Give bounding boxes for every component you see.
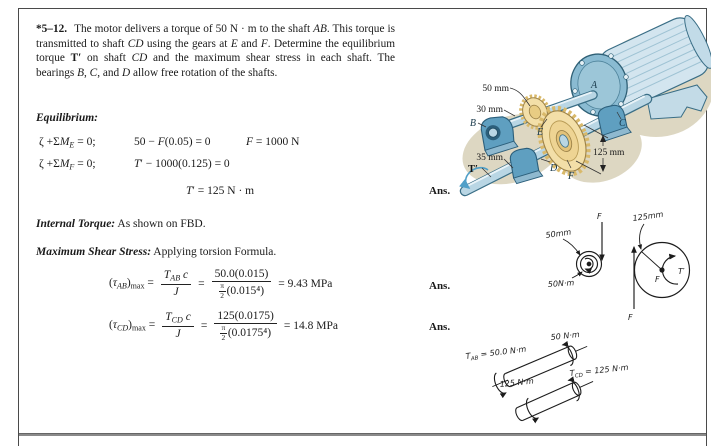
fbd-dim-50mm: 50mm	[545, 227, 572, 240]
answer-label: Ans.	[429, 185, 451, 197]
fbd-label-50nm: 50 N·m	[550, 330, 581, 342]
label-torque-t: T′	[468, 164, 478, 175]
fbd-label-tab: $T_{AB} = 50.0$ N·m	[465, 344, 527, 363]
fbd-label-125nm: 125 N·m	[499, 376, 535, 389]
answer-label: Ans.	[429, 280, 451, 292]
fbd-force-label-left: F	[628, 313, 633, 322]
fbd-label-tcd: $T_{CD} = 125$ N·m	[569, 362, 629, 380]
torsion-fraction-symbolic: $\frac{T_{AB} c}{J}$	[161, 268, 191, 299]
torsion-fraction-symbolic: $\frac{T_{CD} c}{J}$	[162, 310, 194, 341]
problem-statement	[36, 22, 395, 80]
label-point-b: B	[469, 118, 476, 129]
shear-stress-eq-ab: $(\tau_{AB})_{max}$ = $\frac{T_{AB} c}{J}$ = 50.0(0.015) π 2 (0.015⁴) = 9.43 MPa	[109, 268, 333, 300]
label-point-a: A	[591, 80, 598, 91]
equilibrium-heading: Equilibrium:	[36, 112, 98, 124]
dim-gear-e: 50 mm	[482, 84, 509, 94]
torsion-fraction-numeric: 50.0(0.015) π 2 (0.015⁴)	[212, 267, 272, 301]
dim-shaft-ab: 30 mm	[476, 105, 503, 115]
pi-over-two: π 2	[221, 323, 226, 342]
moment-lhs: $\zeta +\Sigma M_F = 0$;	[39, 158, 96, 172]
fbd-center-label: F	[655, 275, 660, 284]
label-point-d: D	[550, 163, 558, 174]
fbd-moment-50nm: 50N·m	[547, 278, 575, 289]
torque-result: T′ = 125 N · m	[186, 185, 255, 197]
shear-stress-eq-cd: $(\tau_{CD})_{max}$ = $\frac{T_{CD} c}{J}$ = 125(0.0175) π 2 (0.0175⁴) = 14.8 MPa	[109, 310, 338, 342]
tau-lhs: $(\tau_{AB})_{max}$ =	[109, 277, 154, 291]
tau-result: = 9.43 MPa	[278, 277, 333, 290]
answer-label: Ans.	[429, 321, 451, 333]
tau-lhs: $(\tau_{CD})_{max}$ =	[109, 319, 156, 333]
section-divider	[19, 433, 706, 436]
fbd-torque-arc	[662, 256, 678, 284]
tau-result: = 14.8 MPa	[283, 319, 338, 332]
moment-expr: 50 − F(0.05) = 0	[134, 136, 211, 148]
fbd-dim-125mm: 125mm	[632, 209, 664, 223]
gear-fbd-sketch	[536, 208, 711, 326]
fbd-torque-label: T′	[678, 267, 685, 276]
dim-gear-f: 125 mm	[593, 148, 625, 158]
moment-lhs: $\zeta +\Sigma M_E = 0$;	[39, 136, 96, 150]
dim-shaft-cd: 35 mm	[476, 153, 503, 163]
label-point-c: C	[619, 118, 626, 129]
internal-torque-line: Internal Torque: As shown on FBD.	[36, 218, 206, 230]
problem-number: *5–12.	[36, 23, 68, 35]
moment-result: F = 1000 N	[246, 136, 300, 148]
fbd-force-label-top: F	[597, 212, 602, 221]
label-point-f: F	[568, 171, 575, 182]
motor-assembly-figure	[451, 11, 711, 209]
solution-sheet	[18, 8, 707, 446]
max-shear-line: Maximum Shear Stress: Applying torsion Formula.	[36, 246, 277, 258]
problem-text: The motor delivers a torque of 50 N · m to the shaft AB. This torque is transmitted to shaft CD using the gears at E and F. Determine the equilibrium torque T′ on shaft CD and the maximum shear stress in each shaft. The bearings B, C, and D allow free rotation of the shafts.	[36, 23, 396, 79]
shaft-fbd-sketch	[456, 326, 714, 438]
torsion-fraction-numeric: 125(0.0175) π 2 (0.0175⁴)	[214, 309, 277, 343]
moment-expr: T′ − 1000(0.125) = 0	[134, 158, 230, 170]
label-point-e: E	[537, 127, 544, 138]
pi-over-two: π 2	[220, 281, 225, 300]
